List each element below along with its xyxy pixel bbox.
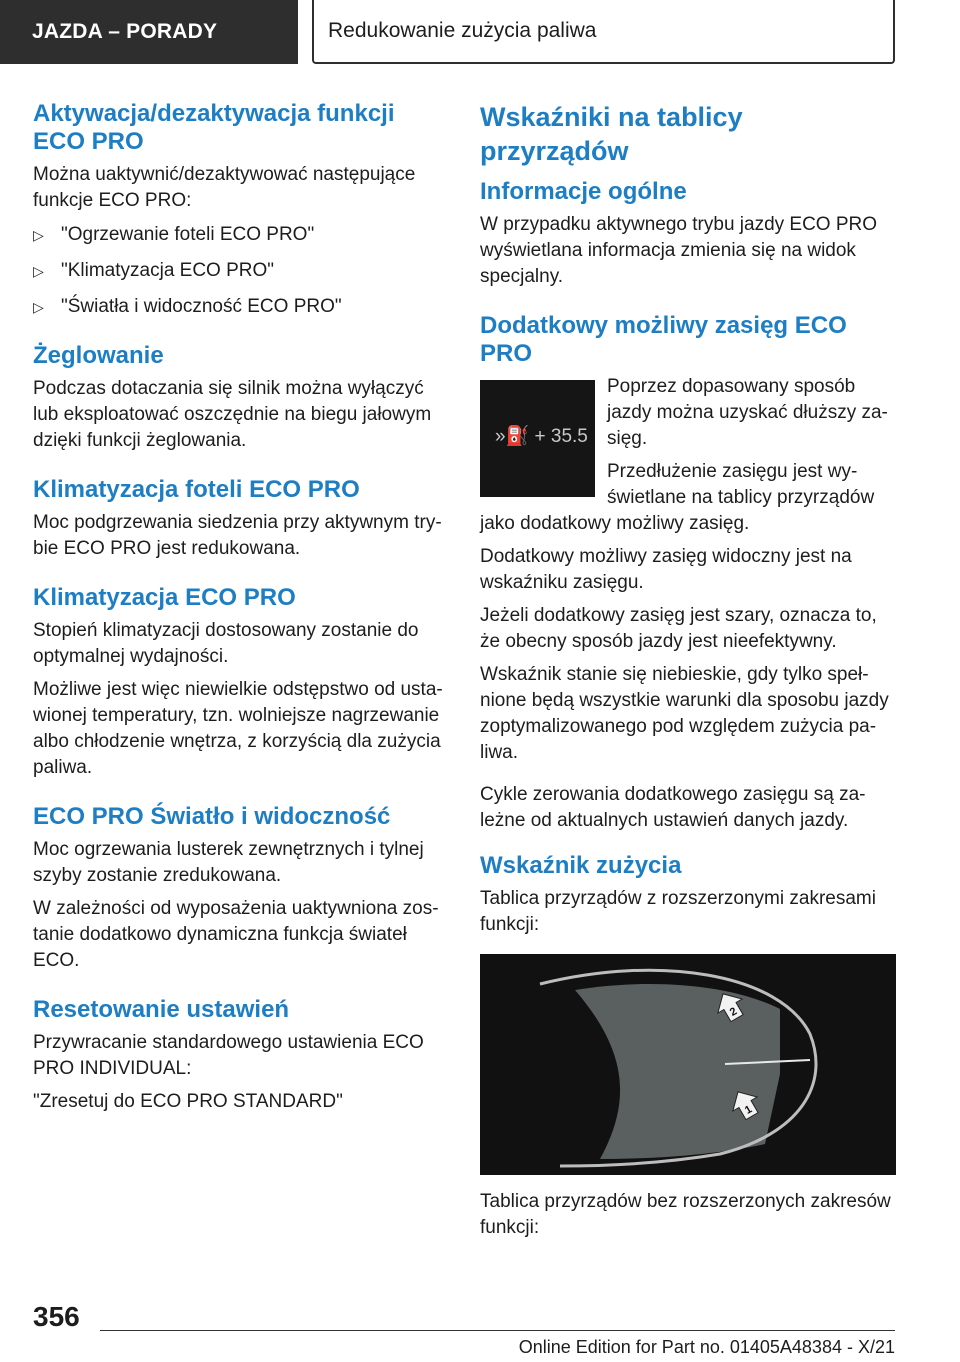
- right-column: [480, 100, 896, 1263]
- section-heading: Wskaźnik zużycia: [480, 852, 682, 879]
- paragraph: Moc podgrzewania siedzenia przy aktywnym try-bie ECO PRO jest redukowana.: [33, 512, 442, 559]
- paragraph: "Zresetuj do ECO PRO STANDARD": [33, 1091, 343, 1112]
- triangle-bullet-icon: ▷: [33, 263, 44, 279]
- section-heading: Żeglowanie: [33, 342, 164, 369]
- section-heading: Informacje ogólne: [480, 178, 687, 205]
- paragraph: Cykle zerowania dodatkowego zasięgu są za-leżne od aktualnych ustawień danych jazdy.: [480, 784, 866, 831]
- section-heading: Klimatyzacja foteli ECO PRO: [33, 476, 360, 503]
- paragraph: W zależności od wyposażenia uaktywniona zos-tanie dodatkowo dynamiczna funkcja świateł ECO.: [33, 898, 439, 971]
- section-light-visibility: [33, 803, 451, 974]
- list-item-label: "Ogrzewanie foteli ECO PRO": [61, 224, 315, 245]
- chapter-title: Wskaźniki na tablicy przyrządów: [480, 102, 743, 166]
- paragraph: Tablica przyrządów z rozszerzonymi zakresami funkcji:: [480, 888, 876, 935]
- paragraph: W przypadku aktywnego trybu jazdy ECO PRO wyświetlana informacja zmienia się na widok specjalny.: [480, 214, 878, 287]
- list-item: [33, 258, 451, 284]
- extra-range-display-image: [480, 380, 595, 497]
- extra-range-readout: »⛽ + 35.5: [495, 426, 588, 447]
- section-consumption-indicator: [480, 852, 896, 1241]
- paragraph: Można uaktywnić/dezaktywować następujące funkcje ECO PRO:: [33, 164, 416, 211]
- paragraph: Przedłużenie zasięgu jest wy-świetlane na tablicy przyrządów jako dodatkowy możliwy zasięg.: [480, 461, 875, 534]
- paragraph: Stopień klimatyzacji dostosowany zostanie do optymalnej wydajności.: [33, 620, 419, 667]
- paragraph: Poprzez dopasowany sposób jazdy można uzyskać dłuższy za-sięg.: [607, 376, 888, 449]
- section-heading: Aktywacja/dezaktywacja funkcji ECO PRO: [33, 100, 395, 155]
- left-column: [33, 100, 451, 1137]
- page-header: [312, 0, 895, 64]
- paragraph: Jeżeli dodatkowy zasięg jest szary, oznacza to, że obecny sposób jazdy jest nieefektywny.: [480, 605, 877, 652]
- consumption-gauge-image: [480, 954, 896, 1175]
- section-seat-climate: [33, 476, 451, 562]
- section-climate: [33, 584, 451, 781]
- section-heading: ECO PRO Światło i widoczność: [33, 803, 391, 830]
- triangle-bullet-icon: ▷: [33, 299, 44, 315]
- paragraph: Moc ogrzewania lusterek zewnętrznych i tylnej szyby zostanie zredukowana.: [33, 839, 424, 886]
- paragraph: Dodatkowy możliwy zasięg widoczny jest na wskaźniku zasięgu.: [480, 546, 852, 593]
- footer-edition: Online Edition for Part no. 01405A48384 - X/21: [518, 1337, 895, 1357]
- section-tab: JAZDA – PORADY: [0, 0, 298, 64]
- paragraph: Tablica przyrządów bez rozszerzonych zakresów funkcji:: [480, 1191, 891, 1238]
- section-heading: Dodatkowy możliwy zasięg ECO PRO: [480, 312, 847, 367]
- section-extra-range: [480, 312, 896, 834]
- arrow-1-label: 1: [742, 1103, 755, 1117]
- triangle-bullet-icon: ▷: [33, 227, 44, 243]
- section-reset: [33, 996, 451, 1115]
- page-number: 356: [33, 1301, 80, 1332]
- paragraph: Przywracanie standardowego ustawienia ECO PRO INDIVIDUAL:: [33, 1032, 424, 1079]
- footer-divider: [100, 1330, 895, 1331]
- paragraph: Podczas dotaczania się silnik można wyłączyć lub eksploatować oszczędnie na biegu jałowym dzięki funkcji żeglowania.: [33, 378, 432, 451]
- list-item-label: "Światła i widoczność ECO PRO": [61, 296, 342, 317]
- list-item: [33, 222, 451, 248]
- paragraph: Możliwe jest więc niewielkie odstępstwo od usta-wionej temperatury, tzn. wolniejsze nagrzewanie albo chłodzenie wnętrza, z korzyścią dla zużycia paliwa.: [33, 679, 443, 778]
- section-coasting: [33, 342, 451, 454]
- section-general-info: [480, 178, 896, 290]
- section-eco-pro-activation: [33, 100, 451, 320]
- arrow-2-label: 2: [727, 1005, 740, 1019]
- paragraph: Wskaźnik stanie się niebieskie, gdy tylko speł-nione będą wszystkie warunki dla sposobu jazdy zoptymalizowanego pod względem zużycia pa-liwa.: [480, 664, 889, 763]
- list-item-label: "Klimatyzacja ECO PRO": [61, 260, 275, 281]
- bullet-list: [33, 222, 451, 320]
- page-header-title: Redukowanie zużycia paliwa: [328, 19, 597, 42]
- section-heading: Resetowanie ustawień: [33, 996, 290, 1023]
- list-item: [33, 294, 451, 320]
- section-heading: Klimatyzacja ECO PRO: [33, 584, 296, 611]
